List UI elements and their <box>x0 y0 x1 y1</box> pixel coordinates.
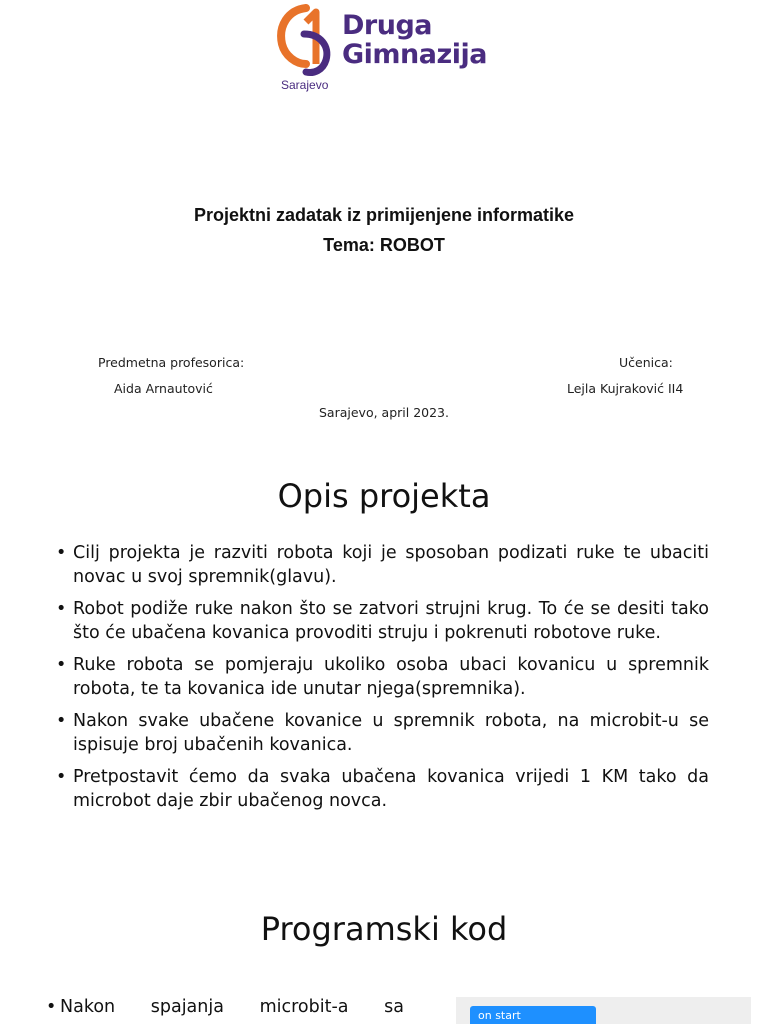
list-item: • Nakon svake ubačene kovanice u spremnik robota, na microbit-u se ispisuje broj ubačenih kovanica. <box>56 711 709 755</box>
description-heading: Opis projekta <box>277 477 491 515</box>
logo-mark-icon <box>276 4 336 82</box>
list-item: • Pretpostavit ćemo da svaka ubačena kovanica vrijedi 1 KM tako da microbot daje zbir ubačenog novca. <box>56 767 709 811</box>
student-label: Učenica: <box>619 355 673 370</box>
list-item: • Cilj projekta je razviti robota koji je sposoban podizati ruke te ubaciti novac u svoj spremnik(glavu). <box>56 543 709 587</box>
code-heading: Programski kod <box>260 910 508 948</box>
code-screenshot <box>456 997 751 1024</box>
on-start-block: on start <box>470 1006 596 1024</box>
list-item: • Ruke robota se pomjeraju ukoliko osoba ubaci kovanicu u spremnik robota, te ta kovanica ide unutar njega(spremnika). <box>56 655 709 699</box>
code-bullet-word: sa <box>384 997 404 1017</box>
document-topic: Tema: ROBOT <box>323 235 445 255</box>
code-bullet-word: Nakon <box>60 997 116 1017</box>
code-bullet-word: spajanja <box>150 997 224 1017</box>
school-logo <box>276 2 496 94</box>
code-bullet-word: microbit-a <box>259 997 349 1017</box>
list-item: • Robot podiže ruke nakon što se zatvori strujni krug. To će se desiti tako što će ubačena kovanica provoditi struju i pokrenuti robotove ruke. <box>56 599 709 643</box>
teacher-name: Aida Arnautović <box>114 381 213 396</box>
teacher-label: Predmetna profesorica: <box>98 355 245 370</box>
description-bullet-list <box>56 541 709 821</box>
logo-city: Sarajevo <box>281 78 329 92</box>
logo-text-line1: Druga <box>342 10 432 41</box>
place-date: Sarajevo, april 2023. <box>319 405 449 420</box>
document-title: Projektni zadatak iz primijenjene informatike <box>193 205 575 225</box>
logo-text-line2: Gimnazija <box>342 39 487 70</box>
student-name: Lejla Kujraković II4 <box>567 381 684 396</box>
cover-title-block <box>0 200 768 260</box>
